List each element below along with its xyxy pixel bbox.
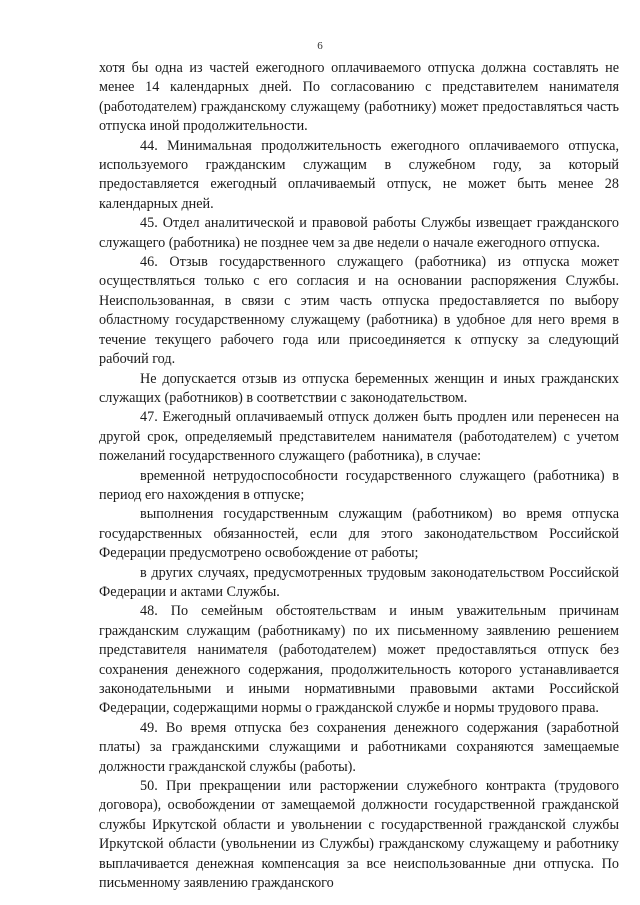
paragraph-49: 49. Во время отпуска без сохранения денежного содержания (заработной платы) за гражданскими служащими и работниками сохраняются замещаемые должности гражданской службы (работы). (99, 719, 619, 775)
page-number: 6 (317, 40, 323, 52)
paragraph-47-case-3: в других случаях, предусмотренных трудовым законодательством Российской Федерации и актами Службы. (99, 564, 619, 600)
paragraph-46-note: Не допускается отзыв из отпуска беременных женщин и иных гражданских служащих (работников) в соответствии с законодательством. (99, 370, 619, 406)
paragraph-44: 44. Минимальная продолжительность ежегодного оплачиваемого отпуска, используемого гражданским служащим в служебном году, за который предоставляется ежегодный оплачиваемый отпуск, не может быть менее 28 календарных дней. (99, 137, 619, 212)
paragraph-46: 46. Отзыв государственного служащего (работника) из отпуска может осуществляться только с его согласия и на основании распоряжения Службы. Неиспользованная, в связи с этим часть отпуска предоставляется по выбору областному государственному служащему (работника) в удобное для него время в течение текущего рабочего года или присоединяется к отпуску за следующий рабочий год. (99, 254, 619, 368)
paragraph-45: 45. Отдел аналитической и правовой работы Службы извещает гражданского служащего (работника) не позднее чем за две недели о начале ежегодного отпуска. (99, 215, 619, 251)
paragraph-continuation: хотя бы одна из частей ежегодного оплачиваемого отпуска должна составлять не менее 14 календарных дней. По согласованию с представителем нанимателя (работодателем) гражданскому служащему (работнику) может предоставляться часть отпуска иной продолжительности. (99, 60, 619, 135)
paragraph-47-case-1: временной нетрудоспособности государственного служащего (работника) в период его нахождения в отпуске; (99, 467, 619, 503)
paragraph-48: 48. По семейным обстоятельствам и иным уважительным причинам гражданским служащим (работникаму) по их письменному заявлению решением представителя нанимателя (работодателем) может предоставляться отпуск без сохранения денежного содержания, продолжительность которого устанавливается законодательными и иными нормативными правовыми актами Российской Федерации, содержащими нормы о гражданской службе и нормы трудового права. (99, 603, 619, 717)
paragraph-50: 50. При прекращении или расторжении служебного контракта (трудового договора), освобождении от замещаемой должности государственной гражданской службы Иркутской области и увольнении с государственной гражданской службы Иркутской области (увольнении из Службы) гражданскому служащему и работнику выплачивается денежная компенсация за все неиспользованные дни отпуска. По письменному заявлению гражданского (99, 778, 619, 892)
paragraph-47: 47. Ежегодный оплачиваемый отпуск должен быть продлен или перенесен на другой срок, определяемый представителем нанимателя (работодателем) с учетом пожеланий государственного служащего (работника), в случае: (99, 409, 619, 465)
document-body (99, 59, 619, 893)
paragraph-47-case-2: выполнения государственным служащим (работником) во время отпуска государственных обязанностей, если для этого законодательством Российской Федерации предусмотрено освобождение от работы; (99, 506, 619, 562)
